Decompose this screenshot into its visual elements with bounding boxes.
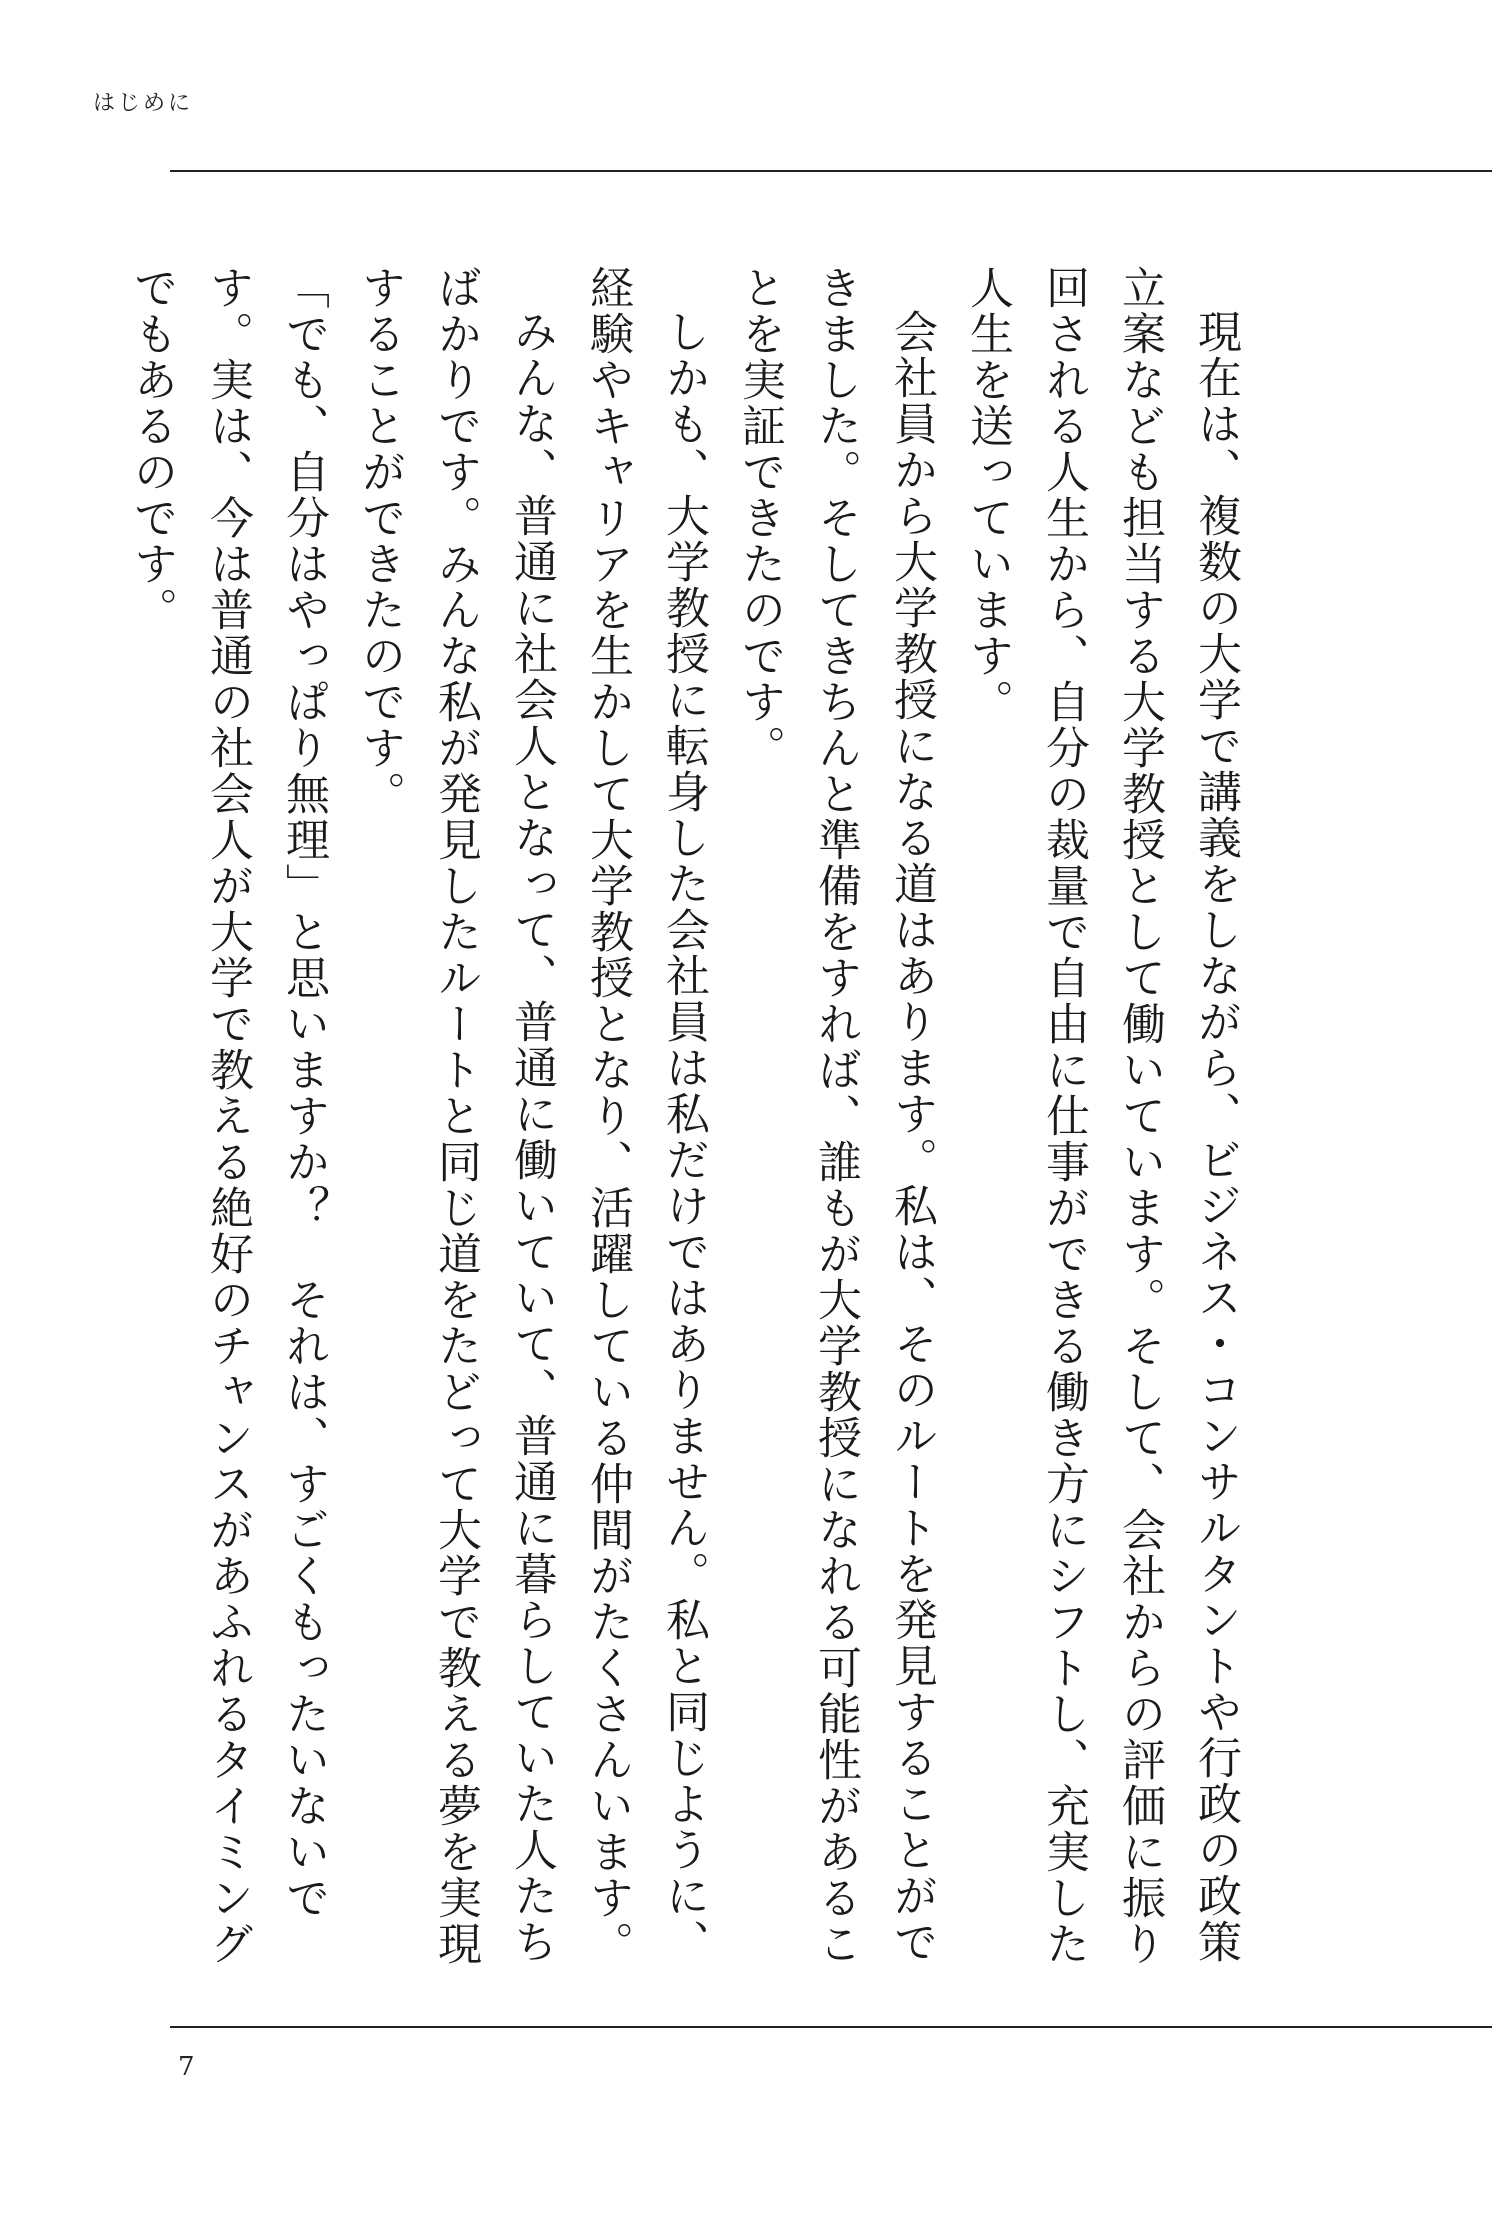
- header-rule: [170, 170, 1492, 172]
- footer-rule: [170, 2026, 1492, 2028]
- paragraph: 「でも、自分はやっぱり無理」と思いますか？ それは、すごくもったいないです。実は、今は普通の社会人が大学で教える絶好のチャンスがあふれるタイミングでもあるのです。: [126, 265, 329, 1967]
- page-number: 7: [178, 2052, 195, 2082]
- paragraph: みんな、普通に社会人となって、普通に働いていて、普通に暮らしていた人たちばかりです。みんな私が発見したルートと同じ道をたどって大学で教える夢を実現することができたのです。: [354, 265, 557, 1967]
- vertical-body-text: [113, 265, 1253, 1985]
- paragraph: 現在は、複数の大学で講義をしながら、ビジネス・コンサルタントや行政の政策立案なども担当する大学教授として働いています。そして、会社からの評価に振り回される人生から、自分の裁量で自由に仕事ができる働き方にシフトし、充実した人生を送っています。: [962, 265, 1241, 1967]
- paragraph: しかも、大学教授に転身した会社員は私だけではありません。私と同じように、経験やキャリアを生かして大学教授となり、活躍している仲間がたくさんいます。: [582, 265, 709, 1967]
- paragraph: 会社員から大学教授になる道はあります。私は、そのルートを発見することができました。そしてきちんと準備をすれば、誰もが大学教授になれる可能性があることを実証できたのです。: [734, 265, 937, 1967]
- running-head: はじめに: [93, 91, 194, 116]
